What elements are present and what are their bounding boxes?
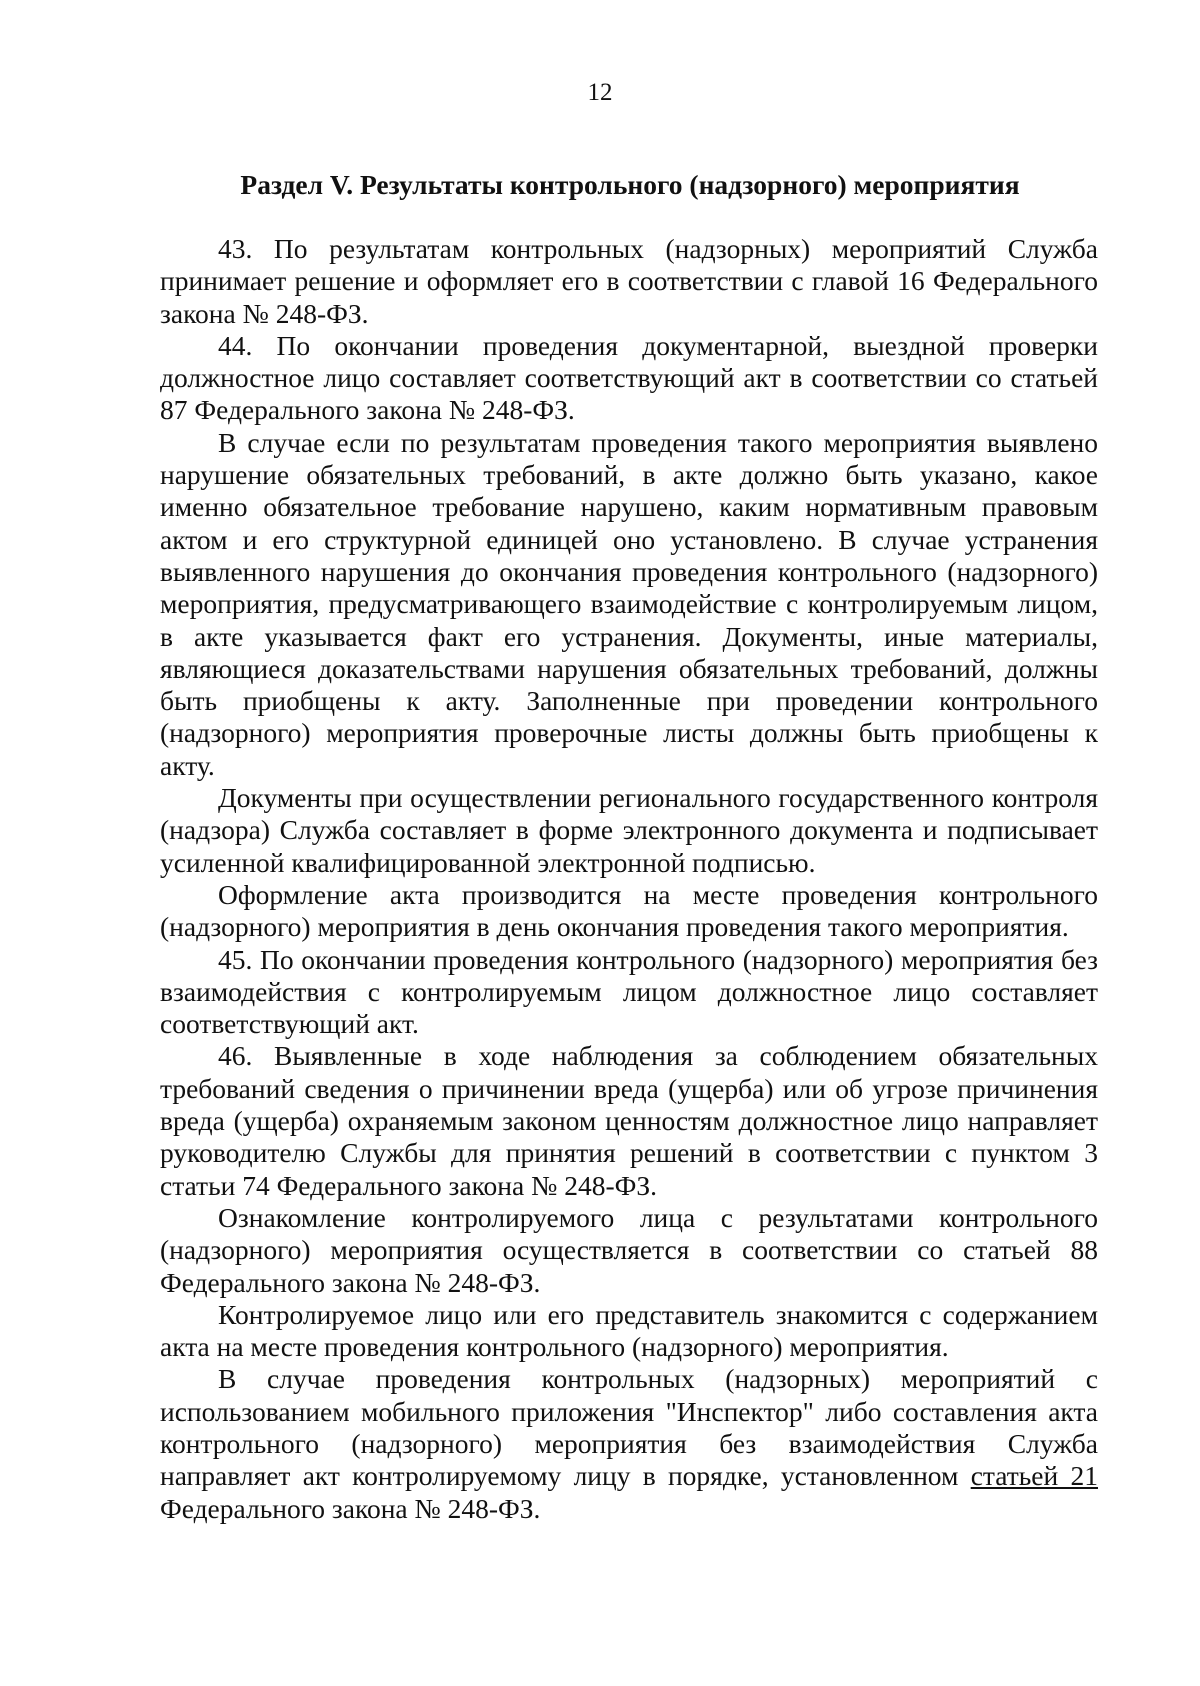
paragraph-44-electronic-documents: Документы при осуществлении регионального государственного контроля (надзора) Служба составляет в форме электронного документа и подписывает усиленной квалифицированной электронной подписью. (160, 782, 1098, 878)
paragraph-44-act-execution: Оформление акта производится на месте проведения контрольного (надзорного) мероприятия в день окончания проведения такого мероприятия. (160, 878, 1098, 943)
article-21-link[interactable]: статьей 21 (970, 1460, 1098, 1492)
paragraph-46-representative: Контролируемое лицо или его представитель знакомится с содержанием акта на месте проведения контрольного (надзорного) мероприятия. (160, 1298, 1098, 1363)
page-number: 12 (587, 79, 613, 106)
last-paragraph-text: В случае проведения контрольных (надзорных) мероприятий с использованием мобильного приложения "Инспектор" либо составления акта контрольного (надзорного) мероприятия без взаимодействия Служба направляет акт контролируемому лицу в порядке, установленном (160, 1363, 1098, 1492)
last-paragraph-tail: Федерального закона № 248-ФЗ. (160, 1492, 541, 1524)
section-title: Раздел V. Результаты контрольного (надзорного) мероприятия (240, 169, 1020, 200)
paragraph-44: 44. По окончании проведения документарной, выездной проверки должностное лицо составляет соответствующий акт в соответствии со статьей 87 Федерального закона № 248-ФЗ. (160, 329, 1098, 426)
paragraph-46-inspector-app (160, 1363, 1098, 1524)
paragraph-45: 45. По окончании проведения контрольного (надзорного) мероприятия без взаимодействия с контролируемым лицом должностное лицо составляет соответствующий акт. (160, 943, 1098, 1040)
document-body (160, 233, 1098, 1525)
paragraph-44-violations: В случае если по результатам проведения такого мероприятия выявлено нарушение обязательных требований, в акте должно быть указано, какое именно обязательное требование нарушено, каким нормативным правовым актом и его структурной единицей оно установлено. В случае устранения выявленного нарушения до окончания проведения контрольного (надзорного) мероприятия, предусматривающего взаимодействие с контролируемым лицом, в акте указывается факт его устранения. Документы, иные материалы, являющиеся доказательствами нарушения обязательных требований, должны быть приобщены к акту. Заполненные при проведении контрольного (надзорного) мероприятия проверочные листы должны быть приобщены к акту. (160, 426, 1098, 781)
paragraph-43: 43. По результатам контрольных (надзорных) мероприятий Служба принимает решение и оформляет его в соответствии с главой 16 Федерального закона № 248-ФЗ. (160, 233, 1098, 329)
paragraph-46-familiarization: Ознакомление контролируемого лица с результатами контрольного (надзорного) мероприятия осуществляется в соответствии со статьей 88 Федерального закона № 248-ФЗ. (160, 1201, 1098, 1298)
paragraph-46: 46. Выявленные в ходе наблюдения за соблюдением обязательных требований сведения о причинении вреда (ущерба) или об угрозе причинения вреда (ущерба) охраняемым законом ценностям должностное лицо направляет руководителю Службы для принятия решений в соответствии с пунктом 3 статьи 74 Федерального закона № 248-ФЗ. (160, 1040, 1098, 1201)
